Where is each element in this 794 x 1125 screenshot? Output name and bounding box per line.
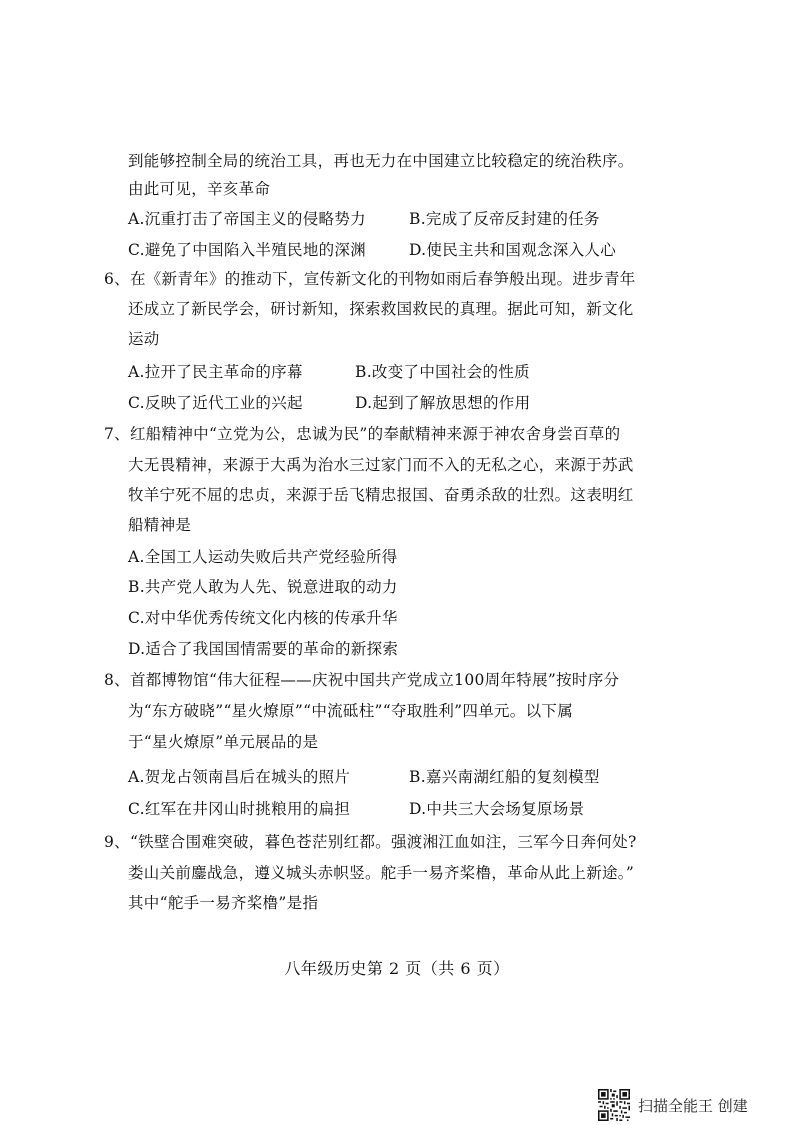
q7-stem-line-4: 船精神是 <box>128 516 192 534</box>
q5-option-b: B.完成了反帝反封建的任务 <box>409 210 600 228</box>
page-footer: 八年级历史第 2 页（共 6 页） <box>284 959 510 978</box>
q5-option-c: C.避免了中国陷入半殖民地的深渊 <box>128 241 367 259</box>
q9-stem-line-1: 9、“铁壁合围难突破，暮色苍茫别红都。强渡湘江血如注，三军今日奔何处? <box>104 833 637 851</box>
q6-stem-line-2: 还成立了新民学会，研讨新知，探索救国救民的真理。据此可知，新文化 <box>128 300 634 318</box>
q9-stem-line-2: 娄山关前鏖战急，遵义城头赤帜竖。舵手一易齐桨橹，革命从此上新途。” <box>128 864 635 882</box>
q7-stem-line-1: 7、红船精神中“立党为公，忠诚为民”的奉献精神来源于神农舍身尝百草的 <box>104 425 621 443</box>
scanner-watermark <box>598 1087 748 1123</box>
q7-option-b: B.共产党人敢为人先、锐意进取的动力 <box>128 578 398 596</box>
q8-option-a: A.贺龙占领南昌后在城头的照片 <box>128 768 351 786</box>
q7-option-a: A.全国工人运动失败后共产党经验所得 <box>128 548 398 566</box>
q8-stem-line-1: 8、首都博物馆“伟大征程——庆祝中国共产党成立100周年特展”按时序分 <box>104 671 620 689</box>
q8-option-c: C.红军在井冈山时挑粮用的扁担 <box>128 800 351 818</box>
q5-text-line-1: 到能够控制全局的统治工具，再也无力在中国建立比较稳定的统治秩序。 <box>128 152 634 170</box>
q6-option-b: B.改变了中国社会的性质 <box>355 363 530 381</box>
q6-option-c: C.反映了近代工业的兴起 <box>128 394 303 412</box>
q5-option-a: A.沉重打击了帝国主义的侵略势力 <box>128 210 366 228</box>
q6-stem-line-3: 运动 <box>128 330 160 348</box>
q9-stem-line-3: 其中“舵手一易齐桨橹”是指 <box>128 894 319 912</box>
q6-option-d: D.起到了解放思想的作用 <box>355 394 531 412</box>
q5-text-line-2: 由此可见，辛亥革命 <box>128 180 271 198</box>
q7-option-d: D.适合了我国国情需要的革命的新探索 <box>128 640 399 658</box>
q6-option-a: A.拉开了民主革命的序幕 <box>128 363 303 381</box>
q7-stem-line-2: 大无畏精神，来源于大禹为治水三过家门而不入的无私之心，来源于苏武 <box>128 456 634 474</box>
q8-option-d: D.中共三大会场复原场景 <box>409 800 585 818</box>
watermark-text: 扫描全能王 创建 <box>638 1096 748 1115</box>
q6-stem-line-1: 6、在《新青年》的推动下，宣传新文化的刊物如雨后春笋般出现。进步青年 <box>104 270 636 288</box>
q8-stem-line-3: 于“星火燎原”单元展品的是 <box>128 733 319 751</box>
q8-option-b: B.嘉兴南湖红船的复刻模型 <box>409 768 600 786</box>
q5-option-d: D.使民主共和国观念深入人心 <box>409 241 617 259</box>
q8-stem-line-2: 为“东方破晓”“星火燎原”“中流砥柱”“夺取胜利”四单元。以下属 <box>128 702 573 720</box>
q7-option-c: C.对中华优秀传统文化内核的传承升华 <box>128 609 398 627</box>
q7-stem-line-3: 牧羊宁死不屈的忠贞，来源于岳飞精忠报国、奋勇杀敌的壮烈。这表明红 <box>128 486 634 504</box>
qr-code-icon <box>598 1089 630 1121</box>
